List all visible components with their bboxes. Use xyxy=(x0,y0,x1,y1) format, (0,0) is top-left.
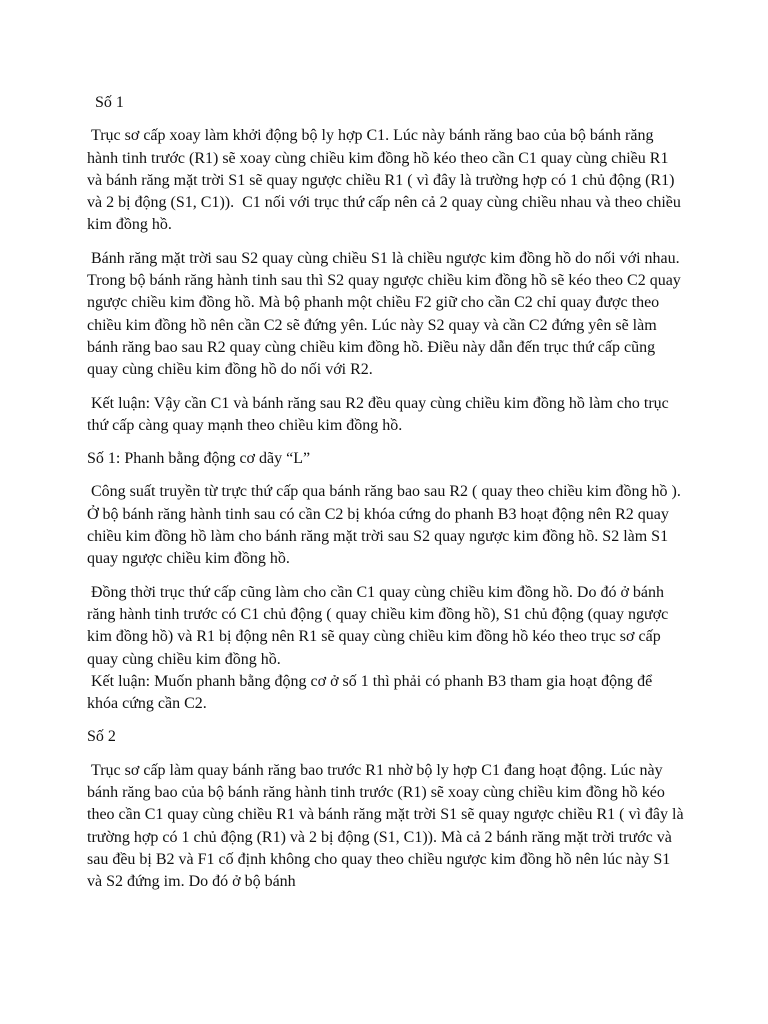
paragraph: Trục sơ cấp xoay làm khởi động bộ ly hợp C1. Lúc này bánh răng bao của bộ bánh răng hành tinh trước (R1) sẽ xoay cùng chiều kim đồng hồ kéo theo cần C1 quay cùng chiều R1 và bánh răng mặt trời S1 sẽ quay ngược chiều R1 ( vì đây là trường hợp có 1 chủ động (R1) và 2 bị động (S1, C1)). C1 nối với trục thứ cấp nên cả 2 quay cùng chiều nhau và theo chiều kim đồng hồ. xyxy=(87,127,685,234)
paragraph: Công suất truyền từ trực thứ cấp qua bánh răng bao sau R2 ( quay theo chiều kim đồng hồ ). Ở bộ bánh răng hành tinh sau có cần C2 bị khóa cứng do phanh B3 hoạt động nên R2 quay chiều kim đồng hồ làm cho bánh răng mặt trời sau S2 quay ngược kim đồng hồ. S2 làm S1 quay ngược chiều kim đồng hồ. xyxy=(87,483,685,568)
paragraph: Bánh răng mặt trời sau S2 quay cùng chiều S1 là chiều ngược kim đồng hồ do nối với nhau. Trong bộ bánh răng hành tinh sau thì S2 quay ngược chiều kim đồng hồ sẽ kéo theo C2 quay ngược chiều kim đồng hồ. Mà bộ phanh một chiều F2 giữ cho cần C2 chỉ quay được theo chiều kim đồng hồ nên cần C2 sẽ đứng yên. Lúc này S2 quay và cần C2 đứng yên sẽ làm bánh răng bao sau R2 quay cùng chiều kim đồng hồ. Điều này dẫn đến trục thứ cấp cũng quay cùng chiều kim đồng hồ do nối với R2. xyxy=(87,249,685,379)
document-body xyxy=(87,92,687,905)
heading-so-1: Số 1 xyxy=(87,94,124,111)
conclusion-paragraph: Kết luận: Muốn phanh bằng động cơ ở số 1 thì phải có phanh B3 tham gia hoạt động để khóa cứng cần C2. xyxy=(87,672,657,713)
paragraph: Đồng thời trục thứ cấp cũng làm cho cần C1 quay cùng chiều kim đồng hồ. Do đó ở bánh răng hành tinh trước có C1 chủ động ( quay chiều kim đồng hồ), S1 chủ động (quay ngược kim đồng hồ) và R1 bị động nên R1 sẽ quay cùng chiều kim đồng hồ kéo theo trục sơ cấp quay cùng chiều kim đồng hồ. xyxy=(87,583,673,668)
paragraph: Trục sơ cấp làm quay bánh răng bao trước R1 nhờ bộ ly hợp C1 đang hoạt động. Lúc này bánh răng bao của bộ bánh răng hành tinh trước (R1) sẽ xoay cùng chiều kim đồng hồ kéo theo cần C1 quay cùng chiều R1 và bánh răng mặt trời S1 sẽ quay ngược chiều R1 ( vì đây là trường hợp có 1 chủ động (R1) và 2 bị động (S1, C1)). Mà cả 2 bánh răng mặt trời trước và sau đều bị B2 và F1 cố định không cho quay theo chiều ngược kim đồng hồ nên lúc này S1 và S2 đứng im. Do đó ở bộ bánh xyxy=(87,761,688,891)
heading-so-2: Số 2 xyxy=(87,728,116,746)
heading-engine-brake: Số 1: Phanh bằng động cơ dãy “L” xyxy=(87,450,311,468)
conclusion-paragraph: Kết luận: Vậy cần C1 và bánh răng sau R2 đều quay cùng chiều kim đồng hồ làm cho trục thứ cấp càng quay mạnh theo chiều kim đồng hồ. xyxy=(87,394,673,434)
